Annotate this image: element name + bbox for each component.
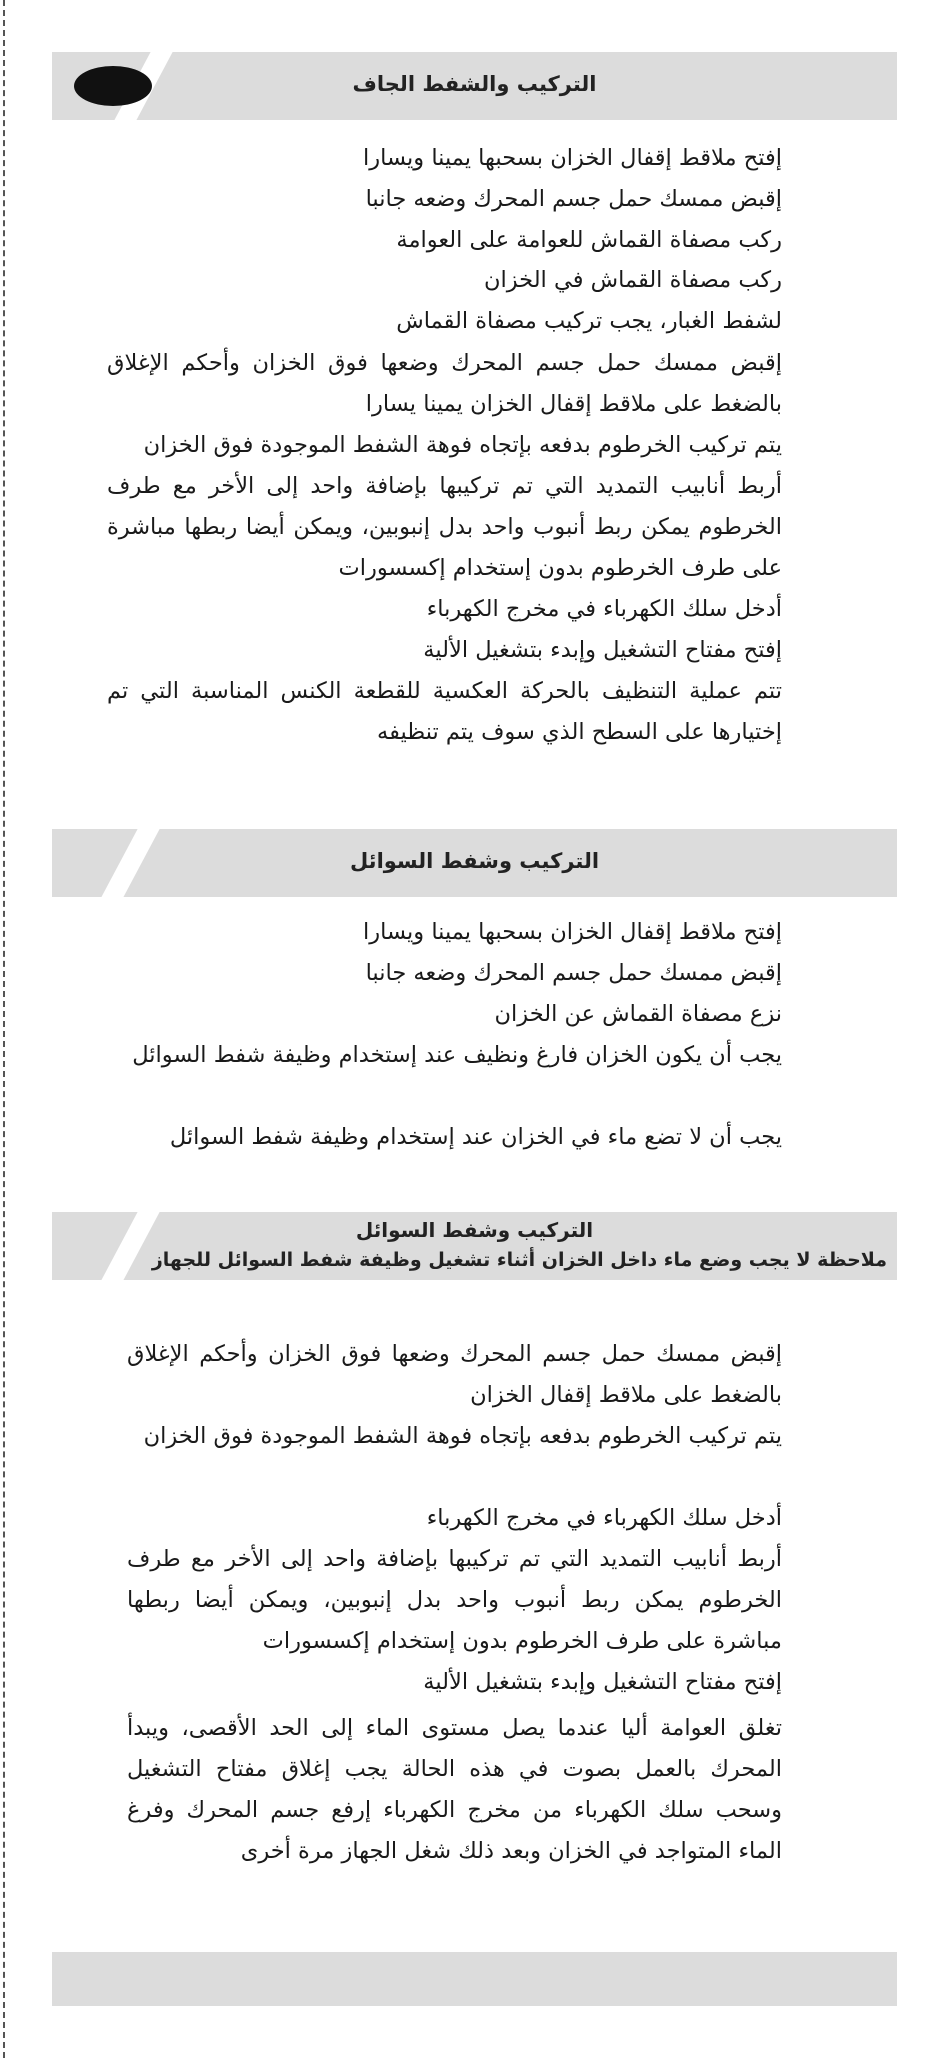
- instruction-item: أربط أنابيب التمديد التي تم تركيبها بإضافة واحد إلى الأخر مع طرف الخرطوم يمكن ربط أنبوب واحد بدل إنبوبين، ويمكن أيضا ربطها مباشرة على طرف الخرطوم بدون إستخدام إكسسورات: [127, 1546, 782, 1654]
- instruction-item: أربط أنابيب التمديد التي تم تركيبها بإضافة واحد إلى الأخر مع طرف الخرطوم يمكن ربط أنبوب واحد بدل إنبوبين، ويمكن أيضا ربطها مباشرة على طرف الخرطوم بدون إستخدام إكسسورات: [107, 473, 782, 581]
- instruction-item: أدخل سلك الكهرباء في مخرج الكهرباء: [426, 596, 782, 622]
- warning-note: ملاحظة لا يجب وضع ماء داخل الخزان أثناء تشغيل وظيفة شفط السوائل للجهاز: [151, 1249, 887, 1271]
- instruction-item: إفتح ملاقط إقفال الخزان بسحبها يمينا ويسارا: [363, 145, 782, 171]
- section-title: التركيب وشفط السوائل: [355, 1218, 594, 1242]
- section-title: التركيب والشفط الجاف: [352, 72, 597, 96]
- instruction-item: تتم عملية التنظيف بالحركة العكسية للقطعة الكنس المناسبة التي تم إختيارها على السطح الذي سوف يتم تنظيفه: [107, 678, 782, 745]
- section-header-dry-suction: [52, 52, 897, 120]
- instruction-item: لشفط الغبار، يجب تركيب مصفاة القماش: [396, 308, 782, 334]
- instruction-item: تغلق العوامة أليا عندما يصل مستوى الماء إلى الحد الأقصى، ويبدأ المحرك بالعمل بصوت في هذه الحالة يجب إغلاق مفتاح التشغيل وسحب سلك الكهرباء من مخرج الكهرباء إرفع جسم المحرك وفرغ الماء المتواجد في الخزان وبعد ذلك شغل الجهاز مرة أخرى: [127, 1715, 782, 1864]
- black-oval-marker: [74, 66, 152, 106]
- instruction-item: إفتح مفتاح التشغيل وإبدء بتشغيل الألية: [423, 1669, 782, 1695]
- instruction-item: يتم تركيب الخرطوم بدفعه بإتجاه فوهة الشفط الموجودة فوق الخزان: [143, 432, 782, 458]
- instruction-item: إفتح مفتاح التشغيل وإبدء بتشغيل الألية: [423, 637, 782, 663]
- instruction-item: ركب مصفاة القماش في الخزان: [483, 267, 782, 293]
- instruction-item: يتم تركيب الخرطوم بدفعه بإتجاه فوهة الشفط الموجودة فوق الخزان: [143, 1423, 782, 1449]
- instruction-item: يجب أن لا تضع ماء في الخزان عند إستخدام وظيفة شفط السوائل: [169, 1124, 782, 1150]
- instruction-item: إقبض ممسك حمل جسم المحرك وضعه جانبا: [365, 960, 782, 986]
- instruction-item: أدخل سلك الكهرباء في مخرج الكهرباء: [426, 1505, 782, 1531]
- instruction-item: يجب أن يكون الخزان فارغ ونظيف عند إستخدام وظيفة شفط السوائل: [132, 1042, 782, 1068]
- instruction-item: إقبض ممسك حمل جسم المحرك وضعه جانبا: [365, 186, 782, 212]
- instruction-item: إقبض ممسك حمل جسم المحرك وضعها فوق الخزان وأحكم الإغلاق بالضغط على ملاقط إقفال الخزان: [127, 1341, 782, 1408]
- instruction-item: نزع مصفاة القماش عن الخزان: [494, 1001, 782, 1027]
- instruction-item: ركب مصفاة القماش للعوامة على العوامة: [396, 227, 782, 253]
- instruction-item: إقبض ممسك حمل جسم المحرك وضعها فوق الخزان وأحكم الإغلاق بالضغط على ملاقط إقفال الخزان يمينا يسارا: [107, 350, 782, 417]
- section-header-liquid-suction-note: [52, 1212, 897, 1280]
- footer-bar: [52, 1952, 897, 2006]
- section-title: التركيب وشفط السوائل: [349, 849, 600, 873]
- dashed-cut-line: [3, 0, 5, 2058]
- instruction-item: إفتح ملاقط إقفال الخزان بسحبها يمينا ويسارا: [363, 919, 782, 945]
- section-header-liquid-suction: [52, 829, 897, 897]
